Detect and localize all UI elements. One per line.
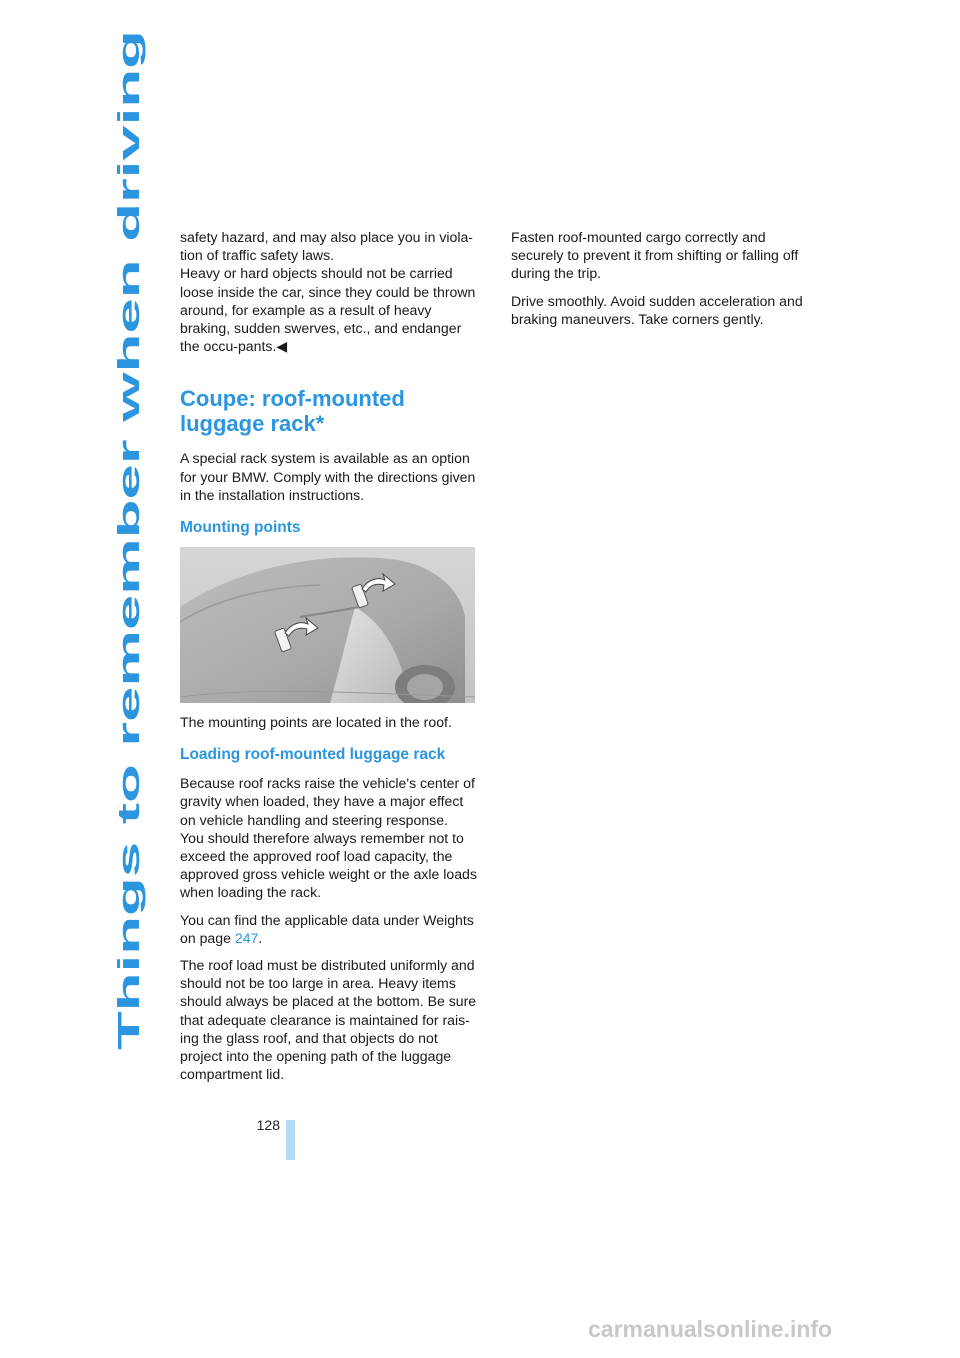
section-title-text: Things to remember when driving [111,552,146,1050]
paragraph-weights-reference [180,911,478,947]
paragraph-load-limits: You should therefore always remember not to exceed the approved roof load capacity, the approved gross vehicle weight or the axle loads when loading the rack. [180,829,477,901]
weights-reference-end: . [258,929,263,946]
paragraph-rack-intro: A special rack system is available as an option for your BMW. Comply with the directions given in the installation instructions. [180,450,476,503]
right-column [511,228,809,337]
figure-caption: The mounting points are located in the roof. [180,714,452,731]
roof-mounting-points-figure [180,547,475,703]
left-column [180,228,478,1092]
end-mark-icon: ◀ [276,338,288,355]
paragraph-hazard: safety hazard, and may also place you in viola-tion of traffic safety laws. [180,229,473,264]
heading-coupe-roof-rack: Coupe: roof-mounted luggage rack* [180,386,405,437]
page-number: 128 [256,1117,280,1133]
heading-loading-rack: Loading roof-mounted luggage rack [180,746,446,764]
paragraph-center-of-gravity: Because roof racks raise the vehicle's center of gravity when loaded, they have a major effect on vehicle handling and steering response. [180,775,475,828]
watermark-logo: carmanualsonline.info [588,1316,833,1342]
car-roof-illustration [180,547,475,703]
paragraph-fasten-cargo: Fasten roof-mounted cargo correctly and securely to prevent it from shifting or falling off during the trip. [511,229,799,282]
paragraph-drive-smoothly: Drive smoothly. Avoid sudden acceleration and braking maneuvers. Take corners gently. [511,292,803,327]
figure-code: W60Y040A [457,655,465,696]
page-number-bar [286,1120,295,1160]
page-link-247[interactable]: 247 [234,929,259,946]
heading-mounting-points: Mounting points [180,519,301,537]
paragraph-roof-load: The roof load must be distributed uniformly and should not be too large in area. Heavy items should always be placed at the bottom. Be sure that adequate clearance is maintained for rais-ing the glass roof, and that objects do not project into the opening path of the luggage compartment lid. [180,957,477,1083]
weights-reference-text: You can find the applicable data under Weights on page [180,911,474,946]
section-side-title [105,30,155,1050]
paragraph-heavy-objects-text: Heavy or hard objects should not be carried loose inside the car, since they could be thrown around, for example as a result of heavy braking, sudden swerves, etc., and endanger the occu-pants. [180,265,476,355]
paragraph-heavy-objects [180,264,478,355]
